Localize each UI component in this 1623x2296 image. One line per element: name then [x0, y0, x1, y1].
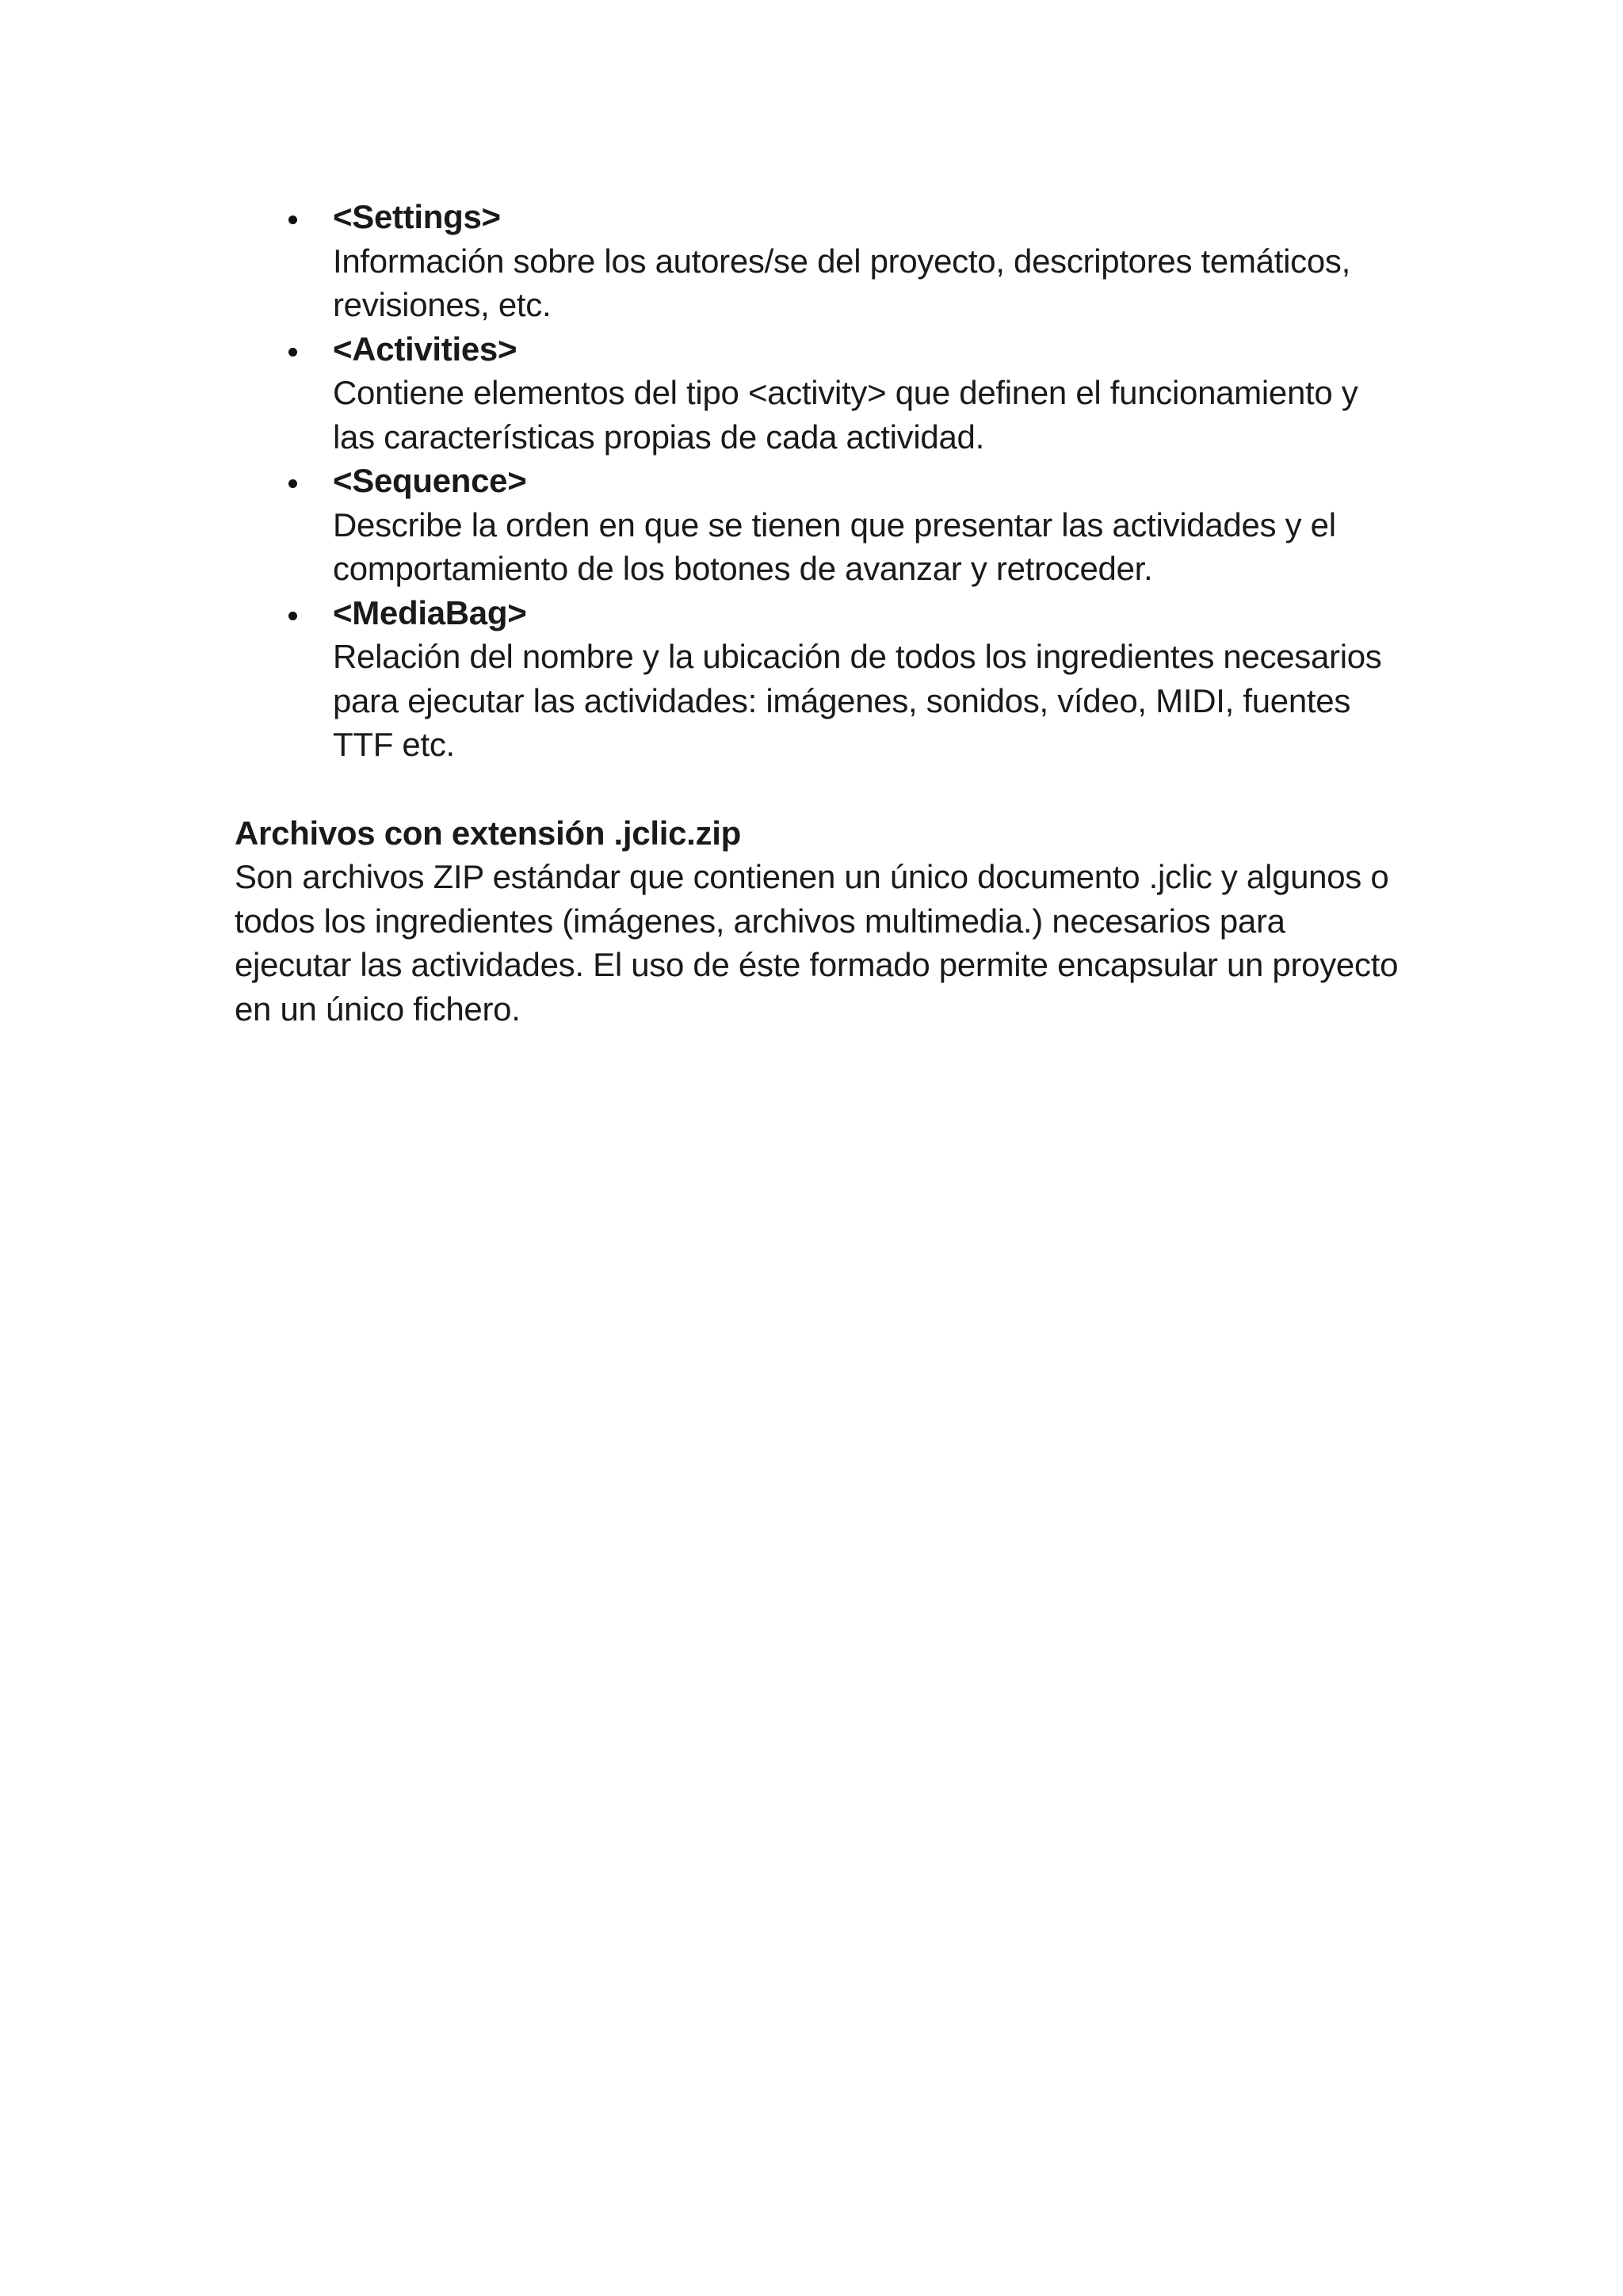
- list-item-description: Información sobre los autores/se del proyecto, descriptores temáticos, revisiones, etc.: [333, 242, 1350, 323]
- list-item-term: <Sequence>: [333, 462, 527, 499]
- bullet-icon: [288, 215, 297, 224]
- bullet-icon: [288, 612, 297, 620]
- bullet-icon: [288, 348, 297, 357]
- list-item-description: Relación del nombre y la ubicación de todos los ingredientes necesarios para ejecutar las actividades: imágenes, sonidos, vídeo, MIDI, fuentes TTF etc.: [333, 638, 1382, 763]
- section-heading: Archivos con extensión .jclic.zip: [235, 814, 741, 852]
- list-item-sequence: [235, 459, 1407, 591]
- element-list: [235, 195, 1407, 767]
- bullet-icon: [288, 479, 297, 488]
- list-item-term: <Settings>: [333, 198, 501, 235]
- list-item-activities: [235, 327, 1407, 460]
- list-item-term: <MediaBag>: [333, 593, 527, 631]
- section-body: Son archivos ZIP estándar que contienen un único documento .jclic y algunos o todos los ingredientes (imágenes, archivos multimedia.) necesarios para ejecutar las actividades. El uso de éste formado permite encapsular un proyecto en un único fichero.: [235, 858, 1399, 1028]
- list-item-mediabag: [235, 591, 1407, 767]
- jclic-zip-section: [235, 811, 1407, 1032]
- list-item-description: Contiene elementos del tipo <activity> que definen el funcionamiento y las características propias de cada actividad.: [333, 374, 1358, 456]
- list-item-settings: [235, 195, 1407, 327]
- list-item-term: <Activities>: [333, 330, 517, 368]
- list-item-description: Describe la orden en que se tienen que presentar las actividades y el comportamiento de los botones de avanzar y retroceder.: [333, 505, 1336, 587]
- page-content: [235, 195, 1407, 1031]
